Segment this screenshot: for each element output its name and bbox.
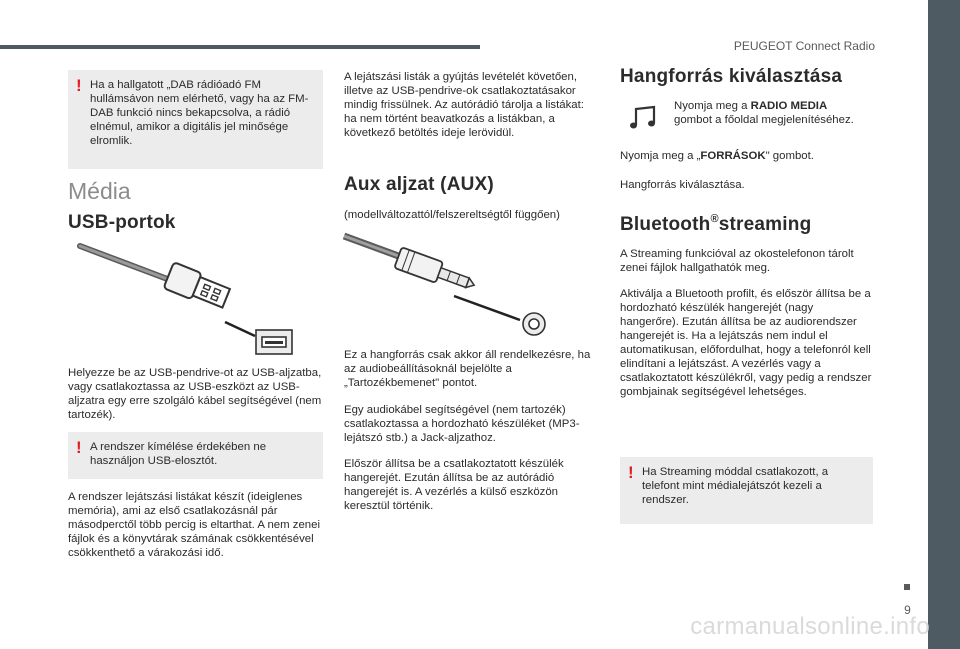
bluetooth-title [620, 213, 811, 236]
usb-title: USB-portok [68, 212, 176, 233]
page-bullet [904, 584, 910, 590]
sources-label: FORRÁSOK [700, 150, 766, 162]
sources-suffix: " gombot. [765, 150, 814, 162]
bluetooth-title-suffix: streaming [718, 214, 812, 235]
aux-title: Aux aljzat (AUX) [344, 174, 494, 195]
header-rule [0, 45, 480, 49]
radio-media-label: RADIO MEDIA [750, 100, 828, 112]
notice-dab-text: Ha a hallgatott „DAB rádióadó FM hullámsávon nem elérhető, vagy ha az FM-DAB funkció nincs bekapcsolva, a rádió elnémul, amikor a digitális jel minősége elromlik. [90, 79, 309, 147]
source-title: Hangforrás kiválasztása [620, 66, 843, 87]
bluetooth-title-main: Bluetooth [620, 214, 711, 235]
aux-text-1: Ez a hangforrás csak akkor áll rendelkezésre, ha az audiobeállításoknál bejelölte a „Tartozékbemenet" pontot. [344, 349, 591, 389]
playlist-text: A rendszer lejátszási listákat készít (ideiglenes memória), ami az első csatlakozásnál pár másodperctől több percig is eltarthat. A nem zenei fájlok és a könyvtárak számának csökkentésével csökkenthető a várakozási idő. [68, 491, 321, 559]
press-suffix: gombot a főoldal megjelenítéséhez. [674, 114, 854, 126]
sources-prefix: Nyomja meg a „ [620, 150, 701, 162]
notice-dab [68, 70, 323, 169]
bluetooth-text-2: Aktiválja a Bluetooth profilt, és először állítsa be a hordozható készülék hangerejét (nagy hangerőre). Ezután állítsa be az audiorendszer hangerejét is. Ha a lejátszás nem indul el automatikusan, előfordulhat, hogy a telefonról kell elindítani a lejátszást. A vezérlés vagy a csatlakoztatott készülékről, vagy pedig a rendszer gombjainak segítségével lehetséges. [620, 288, 872, 398]
notice-streaming [620, 457, 873, 524]
section-title-media: Média [68, 178, 131, 204]
press-sources-text [620, 149, 875, 163]
select-source-text: Hangforrás kiválasztása. [620, 179, 745, 191]
page-side-bar [928, 0, 960, 649]
warning-icon: ! [76, 76, 82, 95]
usb-plug-illustration [80, 240, 300, 360]
notice-streaming-text: Ha Streaming móddal csatlakozott, a telefont mint médialejátszót kezeli a rendszer. [642, 466, 829, 506]
lists-text: A lejátszási listák a gyújtás levételét követően, illetve az USB-pendrive-ok csatlakoztatásakor mindig frissülnek. Az autórádió tárolja a listákat: ha nem történt beavatkozás a listákban, a következő betöltés ideje lerövidül. [344, 71, 584, 139]
aux-jack-illustration [344, 228, 554, 338]
aux-subtitle: (modellváltozattól/felszereltségtől függően) [344, 209, 560, 221]
notice-usb [68, 432, 323, 479]
bluetooth-text-1: A Streaming funkcióval az okostelefonon tárolt zenei fájlok hallgathatók meg. [620, 248, 854, 274]
registered-mark: ® [710, 213, 719, 225]
aux-text-2: Egy audiokábel segítségével (nem tartozék) csatlakoztassa a hordozható készüléket (MP3-lejátszó stb.) a Jack-aljzathoz. [344, 404, 580, 444]
music-note-icon [630, 106, 658, 130]
usb-text: Helyezze be az USB-pendrive-ot az USB-aljzatba, vagy csatlakoztassa az USB-eszközt az USB-aljzatra egy erre szolgáló kábel segítségével (nem tartozék). [68, 367, 322, 421]
press-prefix: Nyomja meg a [674, 100, 751, 112]
notice-usb-text: A rendszer kímélése érdekében ne használjon USB-elosztót. [90, 441, 267, 467]
warning-icon: ! [76, 438, 82, 457]
watermark: carmanualsonline.info [690, 613, 930, 640]
warning-icon: ! [628, 463, 634, 482]
header-title: PEUGEOT Connect Radio [733, 39, 875, 53]
page-number: 9 [904, 603, 911, 617]
aux-text-3: Először állítsa be a csatlakoztatott készülék hangerejét. Ezután állítsa be az autórádió hangerejét is. A vezérlés a külső eszközön keresztül történik. [344, 458, 564, 512]
press-radio-media-text [674, 99, 874, 127]
